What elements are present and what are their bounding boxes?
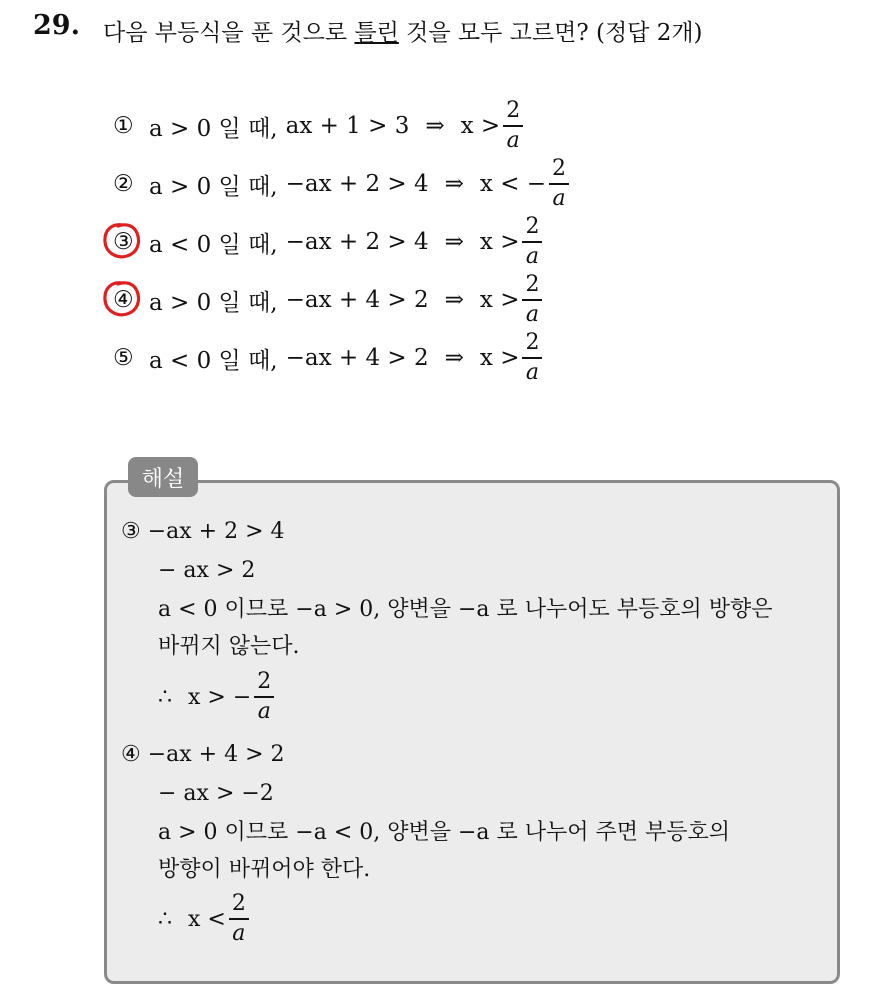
option-1-result-prefix: x > bbox=[460, 113, 501, 139]
question-text-before: 다음 부등식을 푼 것으로 bbox=[103, 20, 355, 46]
option-1-condition: a > 0 일 때, bbox=[149, 115, 278, 142]
solution-4-explain2: 방향이 바뀌어야 한다. bbox=[158, 856, 371, 882]
option-2[interactable] bbox=[113, 156, 572, 212]
solution-4-explain1: a > 0 이므로 −a < 0, 양변을 −a 로 나누어 주면 부등호의 bbox=[158, 819, 731, 845]
option-5-inequality: −ax + 4 > 2 bbox=[285, 345, 429, 371]
fraction-numerator: 2 bbox=[257, 669, 272, 695]
solution-3-explain1: a < 0 이므로 −a > 0, 양변을 −a 로 나누어도 부등호의 방향은 bbox=[158, 596, 773, 622]
option-4-mark: ④ bbox=[113, 287, 134, 313]
fraction-numerator: 2 bbox=[506, 98, 521, 124]
option-3-fraction bbox=[522, 216, 542, 268]
fraction-numerator: 2 bbox=[231, 891, 246, 917]
option-4-condition: a > 0 일 때, bbox=[149, 289, 278, 316]
option-3-mark: ③ bbox=[113, 229, 134, 255]
solution-4-result-prefix: x < bbox=[188, 906, 226, 932]
question-text-after: 것을 모두 고르면? (정답 2개) bbox=[398, 20, 703, 46]
option-3-result-prefix: x > bbox=[479, 229, 520, 255]
option-4[interactable] bbox=[113, 272, 545, 328]
option-3[interactable] bbox=[113, 214, 545, 270]
option-3-condition: a < 0 일 때, bbox=[149, 231, 278, 258]
question-text bbox=[103, 14, 703, 47]
option-5-fraction bbox=[522, 332, 542, 384]
option-4-inequality: −ax + 4 > 2 bbox=[285, 287, 429, 313]
question-number: 29. bbox=[33, 10, 80, 41]
therefore-symbol: ∴ bbox=[158, 906, 172, 932]
option-2-mark: ② bbox=[113, 171, 134, 197]
solution-4-result bbox=[158, 890, 252, 948]
solution-4-step1: − ax > −2 bbox=[158, 780, 274, 806]
fraction-numerator: 2 bbox=[525, 330, 540, 356]
red-circle-annotation-4 bbox=[101, 279, 143, 319]
fraction-denominator: a bbox=[506, 127, 520, 153]
solution-tag: 해설 bbox=[128, 457, 198, 497]
fraction-denominator: a bbox=[525, 243, 540, 269]
solution-3-step1: − ax > 2 bbox=[158, 557, 256, 583]
fraction-denominator: a bbox=[257, 698, 271, 724]
option-4-arrow: ⇒ bbox=[444, 287, 464, 313]
option-2-result-prefix: x < − bbox=[479, 171, 547, 197]
option-2-arrow: ⇒ bbox=[444, 171, 464, 197]
option-3-inequality: −ax + 2 > 4 bbox=[285, 229, 429, 255]
option-1-fraction bbox=[503, 100, 523, 152]
fraction-numerator: 2 bbox=[525, 272, 540, 298]
option-1[interactable] bbox=[113, 98, 526, 154]
red-circle-annotation-3 bbox=[101, 221, 143, 261]
option-1-mark: ① bbox=[113, 113, 134, 139]
option-2-condition: a > 0 일 때, bbox=[149, 173, 278, 200]
therefore-symbol: ∴ bbox=[158, 684, 172, 710]
solution-4-fraction bbox=[229, 893, 249, 945]
fraction-numerator: 2 bbox=[525, 214, 540, 240]
option-5-mark: ⑤ bbox=[113, 345, 134, 371]
fraction-denominator: a bbox=[525, 301, 540, 327]
solution-3-explain2: 바뀌지 않는다. bbox=[158, 633, 300, 659]
option-5-result-prefix: x > bbox=[479, 345, 520, 371]
solution-3-header: ③ −ax + 2 > 4 bbox=[121, 518, 285, 544]
solution-3-result bbox=[158, 668, 277, 726]
option-4-result-prefix: x > bbox=[479, 287, 520, 313]
solution-3-fraction bbox=[254, 671, 274, 723]
option-2-fraction bbox=[549, 158, 569, 210]
option-1-inequality: ax + 1 > 3 bbox=[285, 113, 410, 139]
question-text-underlined: 틀린 bbox=[354, 20, 399, 46]
fraction-denominator: a bbox=[552, 185, 566, 211]
solution-4-header: ④ −ax + 4 > 2 bbox=[121, 741, 285, 767]
option-4-fraction bbox=[522, 274, 542, 326]
option-5-condition: a < 0 일 때, bbox=[149, 347, 278, 374]
fraction-denominator: a bbox=[232, 920, 246, 946]
option-1-arrow: ⇒ bbox=[425, 113, 445, 139]
option-2-inequality: −ax + 2 > 4 bbox=[285, 171, 429, 197]
fraction-numerator: 2 bbox=[552, 156, 567, 182]
option-5-arrow: ⇒ bbox=[444, 345, 464, 371]
solution-3-result-prefix: x > − bbox=[188, 684, 252, 710]
option-5[interactable] bbox=[113, 330, 545, 386]
fraction-denominator: a bbox=[525, 359, 540, 385]
option-3-arrow: ⇒ bbox=[444, 229, 464, 255]
